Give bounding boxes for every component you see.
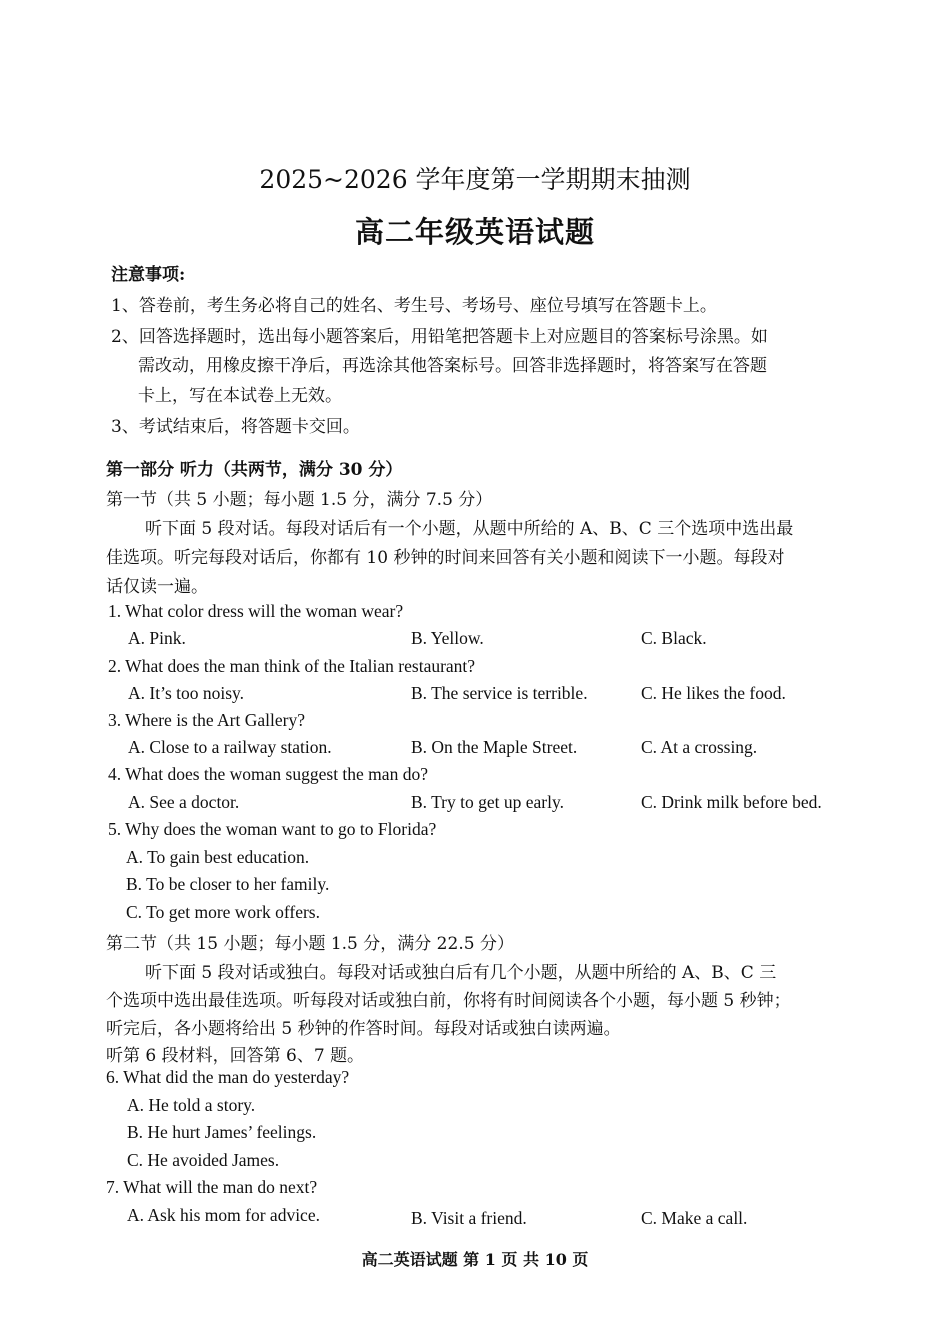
option-a: A. Close to a railway station. xyxy=(128,737,332,757)
question-text: 7. What will the man do next? xyxy=(106,1177,318,1197)
notes-heading: 注意事项: xyxy=(111,265,186,285)
option-a: A. It’s too noisy. xyxy=(128,683,245,703)
note-item: 需改动，用橡皮擦干净后，再选涂其他答案标号。回答非选择题时，将答案写在答题 xyxy=(138,356,767,376)
option-c: C. At a crossing. xyxy=(641,737,758,757)
section2-intro: 听完后，各小题将给出 5 秒钟的作答时间。每段对话或独白读两遍。 xyxy=(106,1019,621,1039)
option-b: B. Yellow. xyxy=(411,628,484,648)
option-c: C. To get more work offers. xyxy=(126,902,320,922)
option-b: B. Try to get up early. xyxy=(411,792,564,812)
option-b: B. On the Maple Street. xyxy=(411,737,578,757)
material-instruction: 听第 6 段材料，回答第 6、7 题。 xyxy=(106,1046,365,1066)
question-text: 3. Where is the Art Gallery? xyxy=(108,710,305,730)
question-text: 2. What does the man think of the Italian restaurant? xyxy=(108,656,476,676)
section1-intro: 话仅读一遍。 xyxy=(106,577,208,597)
option-b: B. Visit a friend. xyxy=(411,1208,527,1228)
option-a: A. Ask his mom for advice. xyxy=(127,1205,320,1225)
section1-intro: 佳选项。听完每段对话后，你都有 10 秒钟的时间来回答有关小题和阅读下一小题。每段对 xyxy=(106,548,785,568)
option-a: A. See a doctor. xyxy=(128,792,240,812)
option-b: B. The service is terrible. xyxy=(411,683,588,703)
section1-intro: 听下面 5 段对话。每段对话后有一个小题，从题中所给的 A、B、C 三个选项中选出最 xyxy=(145,519,794,539)
option-c: C. Black. xyxy=(641,628,707,648)
section2-heading: 第二节（共 15 小题；每小题 1.5 分，满分 22.5 分） xyxy=(106,934,514,954)
question-text: 4. What does the woman suggest the man do? xyxy=(108,764,428,784)
question-text: 5. Why does the woman want to go to Florida? xyxy=(108,819,437,839)
section2-intro: 个选项中选出最佳选项。听每段对话或独白前，你将有时间阅读各个小题，每小题 5 秒钟； xyxy=(106,991,791,1011)
page-footer: 高二英语试题 第 1 页 共 10 页 xyxy=(361,1250,589,1269)
option-a: A. To gain best education. xyxy=(126,847,310,867)
option-c: C. Drink milk before bed. xyxy=(641,792,822,812)
option-a: A. He told a story. xyxy=(127,1095,256,1115)
option-b: B. He hurt James’ feelings. xyxy=(127,1122,317,1142)
exam-title: 2025~2026 学年度第一学期期末抽测 xyxy=(259,165,691,194)
exam-subtitle: 高二年级英语试题 xyxy=(354,215,595,249)
question-text: 6. What did the man do yesterday? xyxy=(106,1067,350,1087)
note-item: 3、考试结束后，将答题卡交回。 xyxy=(111,417,360,437)
option-b: B. To be closer to her family. xyxy=(126,874,330,894)
note-item: 2、回答选择题时，选出每小题答案后，用铅笔把答题卡上对应题目的答案标号涂黑。如 xyxy=(111,327,768,347)
note-item: 1、答卷前，考生务必将自己的姓名、考生号、考场号、座位号填写在答题卡上。 xyxy=(111,296,717,316)
note-item: 卡上，写在本试卷上无效。 xyxy=(138,386,342,406)
option-c: C. He avoided James. xyxy=(127,1150,280,1170)
question-text: 1. What color dress will the woman wear? xyxy=(108,601,404,621)
option-c: C. Make a call. xyxy=(641,1208,748,1228)
option-c: C. He likes the food. xyxy=(641,683,786,703)
section2-intro: 听下面 5 段对话或独白。每段对话或独白后有几个小题，从题中所给的 A、B、C 三 xyxy=(145,963,777,983)
part1-heading: 第一部分 听力（共两节，满分 30 分） xyxy=(106,460,403,480)
section1-heading: 第一节（共 5 小题；每小题 1.5 分，满分 7.5 分） xyxy=(106,490,493,510)
option-a: A. Pink. xyxy=(128,628,186,648)
